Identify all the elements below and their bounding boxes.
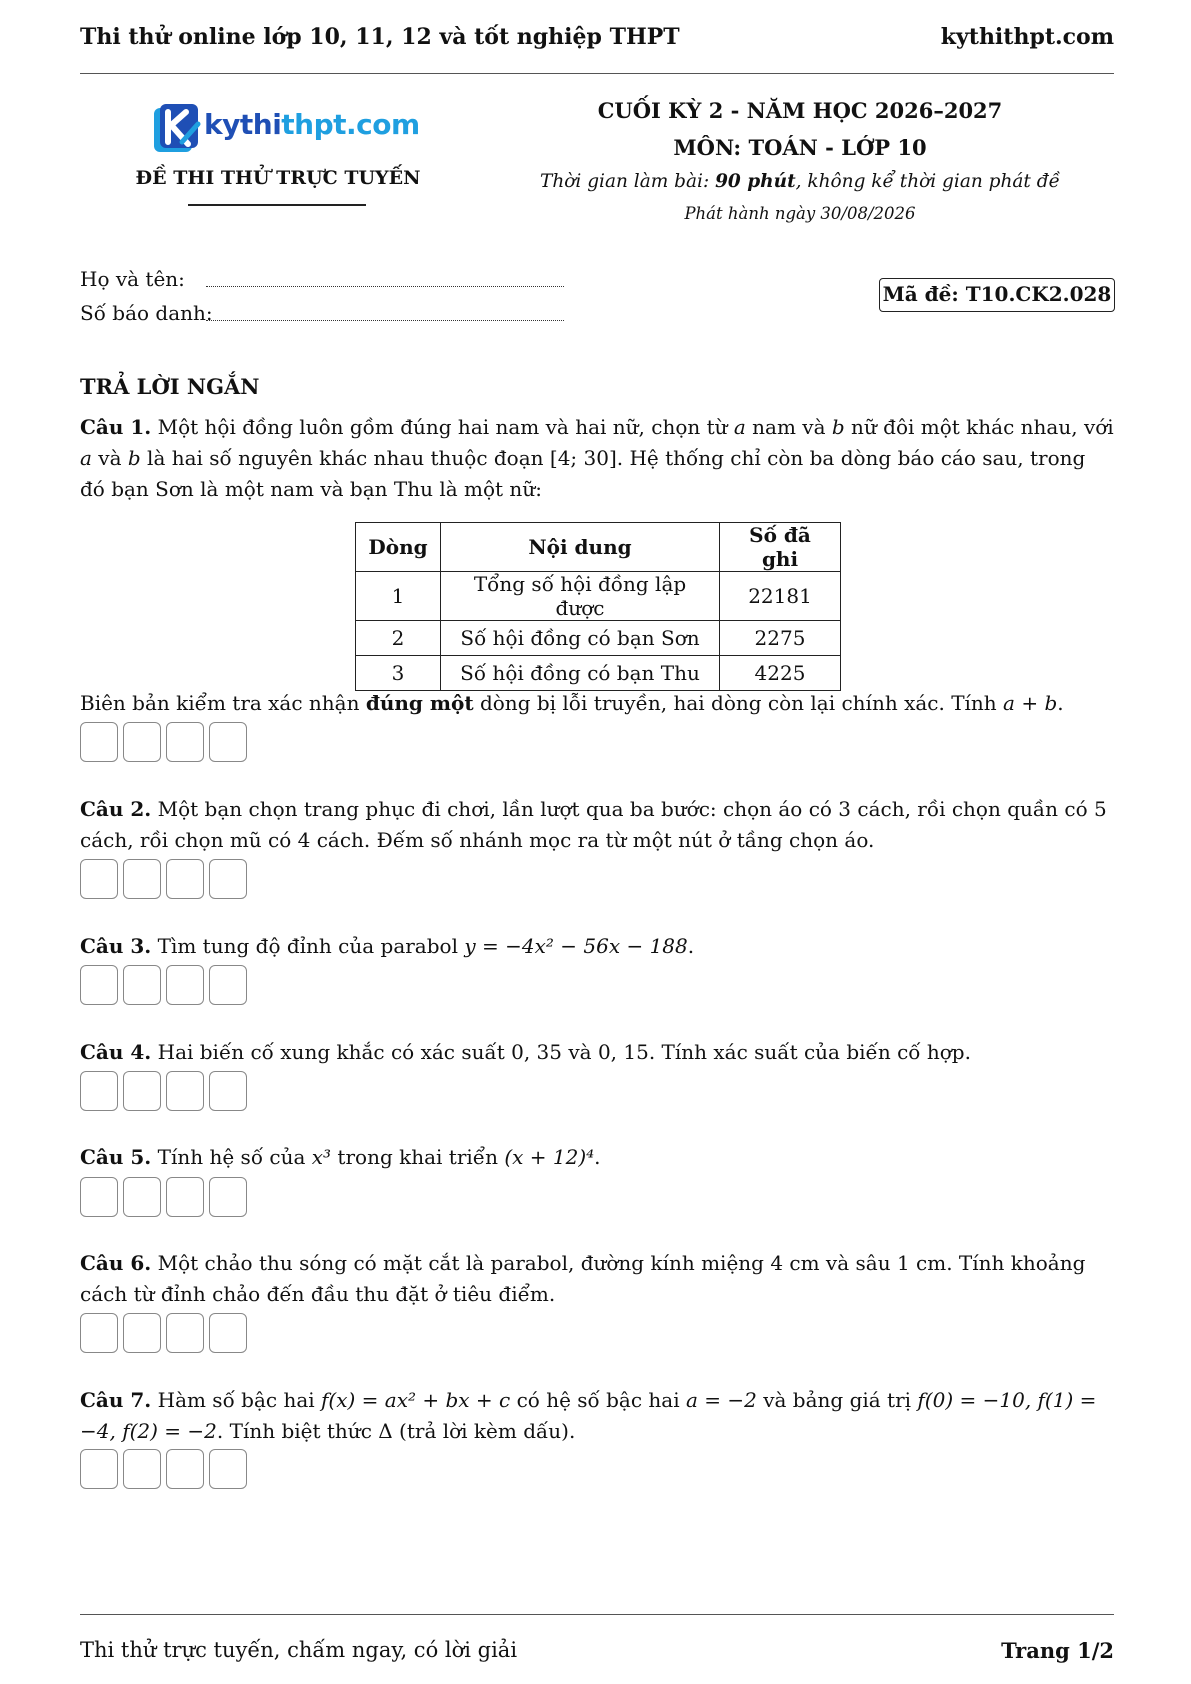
- answer-box[interactable]: [123, 722, 161, 762]
- question-5: Câu 5. Tính hệ số của x³ trong khai triển (x + 12)⁴.: [80, 1145, 601, 1169]
- answer-box[interactable]: [209, 965, 247, 1005]
- subtitle-underline: [188, 204, 366, 206]
- question-7: Câu 7. Hàm số bậc hai f(x) = ax² + bx + c có hệ số bậc hai a = −2 và bảng giá trị f(0) = −10, f(1) = −4, f(2) = −2. Tính biệt thức Δ (trả lời kèm dấu).: [80, 1388, 1097, 1443]
- answer-boxes-q1: [80, 722, 247, 762]
- answer-box[interactable]: [209, 722, 247, 762]
- exam-subject: MÔN: TOÁN - LỚP 10: [673, 135, 927, 160]
- table-header: Nội dung: [441, 523, 720, 572]
- table-cell: 22181: [720, 572, 841, 621]
- subtitle-left: ĐỀ THI THỬ TRỰC TUYẾN: [135, 167, 421, 189]
- question-1-task: Biên bản kiểm tra xác nhận đúng một dòng bị lỗi truyền, hai dòng còn lại chính xác. Tính a + b.: [80, 691, 1064, 715]
- answer-box[interactable]: [166, 965, 204, 1005]
- logo-mark-icon: [152, 102, 202, 156]
- logo-text: [204, 108, 420, 141]
- answer-box[interactable]: [166, 859, 204, 899]
- answer-box[interactable]: [123, 859, 161, 899]
- answer-box[interactable]: [80, 1177, 118, 1217]
- answer-box[interactable]: [123, 965, 161, 1005]
- table-cell: 2: [356, 621, 441, 656]
- table-header: Dòng: [356, 523, 441, 572]
- footer-rule: [80, 1614, 1114, 1615]
- logo-text-part1: kythi: [204, 108, 282, 141]
- table-cell: 3: [356, 656, 441, 691]
- section-title: TRẢ LỜI NGẮN: [80, 374, 260, 399]
- exam-title: CUỐI KỲ 2 - NĂM HỌC 2026–2027: [597, 98, 1003, 123]
- answer-box[interactable]: [80, 1313, 118, 1353]
- answer-box[interactable]: [80, 859, 118, 899]
- name-label: Họ và tên:: [80, 267, 185, 291]
- table-cell: Số hội đồng có bạn Thu: [441, 656, 720, 691]
- answer-box[interactable]: [80, 722, 118, 762]
- answer-boxes-q5: [80, 1177, 247, 1217]
- question-4: Câu 4. Hai biến cố xung khắc có xác suất 0, 35 và 0, 15. Tính xác suất của biến cố hợp.: [80, 1040, 971, 1064]
- answer-box[interactable]: [80, 1071, 118, 1111]
- answer-box[interactable]: [123, 1071, 161, 1111]
- answer-boxes-q6: [80, 1313, 247, 1353]
- report-table: [355, 522, 841, 691]
- table-cell: Tổng số hội đồng lập được: [441, 572, 720, 621]
- answer-boxes-q7: [80, 1449, 247, 1489]
- page-number: Trang 1/2: [1001, 1638, 1114, 1663]
- exam-time: Thời gian làm bài: 90 phút, không kể thời gian phát đề: [540, 171, 1060, 192]
- table-header: Số đã ghi: [720, 523, 841, 572]
- header-title: Thi thử online lớp 10, 11, 12 và tốt nghiệp THPT: [80, 24, 680, 50]
- answer-box[interactable]: [123, 1313, 161, 1353]
- student-id-field[interactable]: [206, 320, 564, 321]
- table-cell: Số hội đồng có bạn Sơn: [441, 621, 720, 656]
- question-6: Câu 6. Một chảo thu sóng có mặt cắt là parabol, đường kính miệng 4 cm và sâu 1 cm. Tính khoảng cách từ đỉnh chảo đến đầu thu đặt ở tiêu điểm.: [80, 1251, 1086, 1306]
- table-row: [356, 572, 841, 621]
- table-row: [356, 621, 841, 656]
- exam-release-date: Phát hành ngày 30/08/2026: [684, 204, 916, 223]
- answer-box[interactable]: [166, 1449, 204, 1489]
- answer-box[interactable]: [123, 1177, 161, 1217]
- answer-box[interactable]: [80, 965, 118, 1005]
- answer-box[interactable]: [209, 1313, 247, 1353]
- question-2: Câu 2. Một bạn chọn trang phục đi chơi, lần lượt qua ba bước: chọn áo có 3 cách, rồi chọn quần có 5 cách, rồi chọn mũ có 4 cách. Đếm số nhánh mọc ra từ một nút ở tầng chọn áo.: [80, 797, 1107, 852]
- table-row: [356, 656, 841, 691]
- question-3: Câu 3. Tìm tung độ đỉnh của parabol y = −4x² − 56x − 188.: [80, 934, 695, 958]
- table-cell: 2275: [720, 621, 841, 656]
- answer-boxes-q4: [80, 1071, 247, 1111]
- question-1: Câu 1. Một hội đồng luôn gồm đúng hai nam và hai nữ, chọn từ a nam và b nữ đôi một khác nhau, với a và b là hai số nguyên khác nhau thuộc đoạn [4; 30]. Hệ thống chỉ còn ba dòng báo cáo sau, trong đó bạn Sơn là một nam và bạn Thu là một nữ:: [80, 415, 1114, 501]
- answer-box[interactable]: [166, 1071, 204, 1111]
- header-rule: [80, 73, 1114, 74]
- table-cell: 1: [356, 572, 441, 621]
- table-cell: 4225: [720, 656, 841, 691]
- name-field[interactable]: [206, 286, 564, 287]
- answer-box[interactable]: [209, 859, 247, 899]
- student-id-label: Số báo danh:: [80, 301, 213, 325]
- answer-boxes-q2: [80, 859, 247, 899]
- answer-box[interactable]: [209, 1449, 247, 1489]
- answer-box[interactable]: [166, 1313, 204, 1353]
- logo-text-part2: thpt.com: [281, 108, 420, 141]
- table-header-row: [356, 523, 841, 572]
- answer-box[interactable]: [209, 1071, 247, 1111]
- logo: [152, 102, 420, 156]
- answer-box[interactable]: [166, 1177, 204, 1217]
- footer-tagline: Thi thử trực tuyến, chấm ngay, có lời giải: [80, 1638, 518, 1662]
- answer-boxes-q3: [80, 965, 247, 1005]
- answer-box[interactable]: [80, 1449, 118, 1489]
- answer-box[interactable]: [209, 1177, 247, 1217]
- header-site[interactable]: kythithpt.com: [940, 24, 1114, 50]
- answer-box[interactable]: [123, 1449, 161, 1489]
- answer-box[interactable]: [166, 722, 204, 762]
- exam-code-badge: Mã đề: T10.CK2.028: [879, 278, 1115, 312]
